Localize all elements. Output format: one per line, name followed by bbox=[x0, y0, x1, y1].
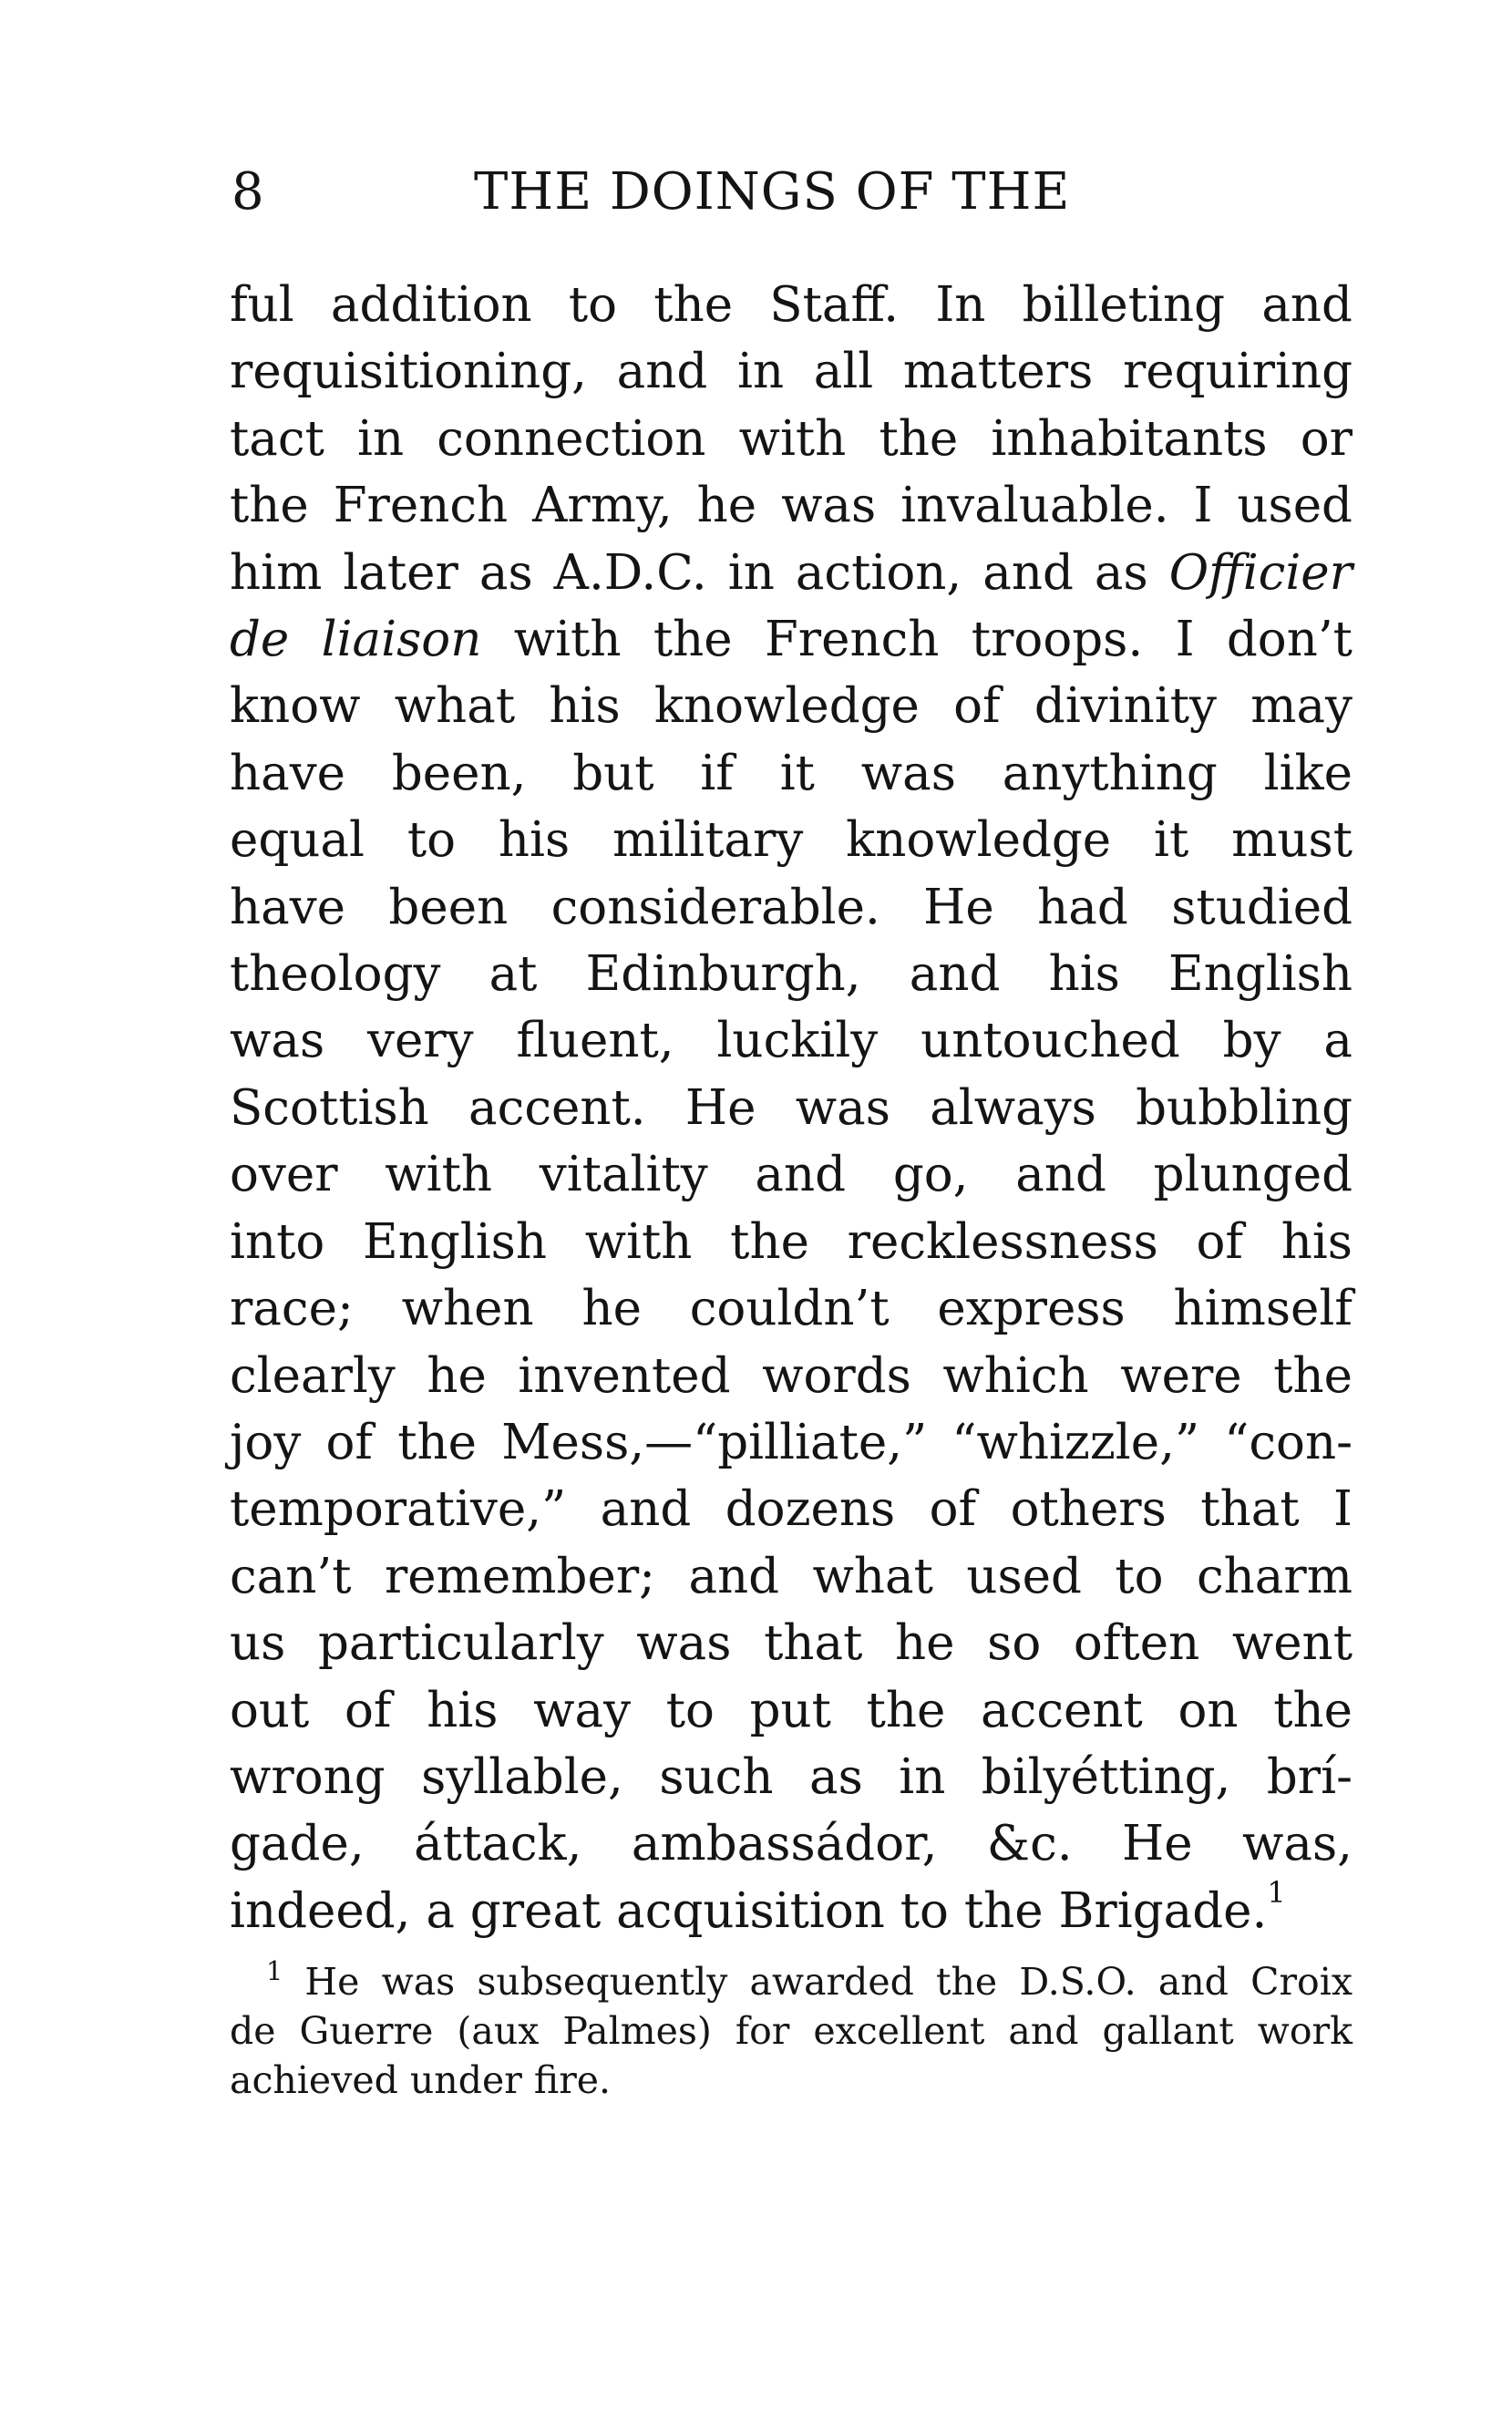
text-line: over with vitality and go, and plunged bbox=[230, 1147, 1353, 1203]
text-segment: with the French troops. I don’t bbox=[481, 612, 1353, 668]
italic-phrase: Officier bbox=[1168, 544, 1353, 601]
italic-phrase: de liaison bbox=[230, 612, 482, 668]
book-page bbox=[230, 162, 1353, 2105]
footnote-line: achieved under fire. bbox=[230, 2058, 612, 2103]
footnote-mark: 1 bbox=[266, 1955, 283, 1987]
footnote-text: He was subsequently awarded the D.S.O. and Croix bbox=[304, 1960, 1353, 2005]
text-line bbox=[230, 540, 1353, 606]
text-line: temporative,” and dozens of others that I bbox=[230, 1481, 1353, 1538]
text-line: have been, but if it was anything like bbox=[230, 745, 1353, 801]
text-line bbox=[230, 606, 1353, 673]
text-line: clearly he invented words which were the bbox=[230, 1347, 1353, 1404]
text-line: was very fluent, luckily untouched by a bbox=[230, 1013, 1353, 1069]
footnote bbox=[230, 1957, 1353, 2105]
text-line: know what his knowledge of divinity may bbox=[230, 678, 1353, 735]
text-line: equal to his military knowledge it must bbox=[230, 812, 1353, 869]
page-number: 8 bbox=[231, 162, 265, 222]
text-line: out of his way to put the accent on the bbox=[230, 1682, 1353, 1738]
running-title: THE DOINGS OF THE bbox=[474, 162, 1071, 222]
text-line: gade, áttack, ambassádor, &c. He was, bbox=[230, 1816, 1353, 1872]
footnote-reference: 1 bbox=[1267, 1875, 1286, 1910]
text-line: tact in connection with the inhabitants or bbox=[230, 410, 1353, 467]
text-line: the French Army, he was invaluable. I used bbox=[230, 478, 1353, 534]
text-line: race; when he couldn’t express himself bbox=[230, 1281, 1353, 1337]
text-line: requisitioning, and in all matters requiring bbox=[230, 344, 1353, 400]
text-line: theology at Edinburgh, and his English bbox=[230, 946, 1353, 1003]
footnote-line bbox=[230, 1957, 1353, 2006]
text-segment: indeed, a great acquisition to the Brigade. bbox=[230, 1882, 1268, 1939]
body-text bbox=[230, 272, 1353, 1944]
text-line: wrong syllable, such as in bilyétting, brí- bbox=[230, 1748, 1353, 1805]
footnote-line: de Guerre (aux Palmes) for excellent and gallant work bbox=[230, 2009, 1353, 2054]
running-head bbox=[230, 162, 1353, 235]
text-line: have been considerable. He had studied bbox=[230, 879, 1353, 935]
text-line: ful addition to the Staff. In billeting and bbox=[230, 277, 1353, 333]
text-line bbox=[230, 1875, 1353, 1944]
text-line: us particularly was that he so often went bbox=[230, 1615, 1353, 1672]
text-segment: him later as A.D.C. in action, and as bbox=[230, 544, 1169, 601]
text-line: joy of the Mess,—“pilliate,” “whizzle,” “con- bbox=[230, 1414, 1353, 1470]
text-line: into English with the recklessness of his bbox=[230, 1213, 1353, 1270]
text-line: can’t remember; and what used to charm bbox=[230, 1548, 1353, 1604]
text-line: Scottish accent. He was always bubbling bbox=[230, 1079, 1353, 1136]
